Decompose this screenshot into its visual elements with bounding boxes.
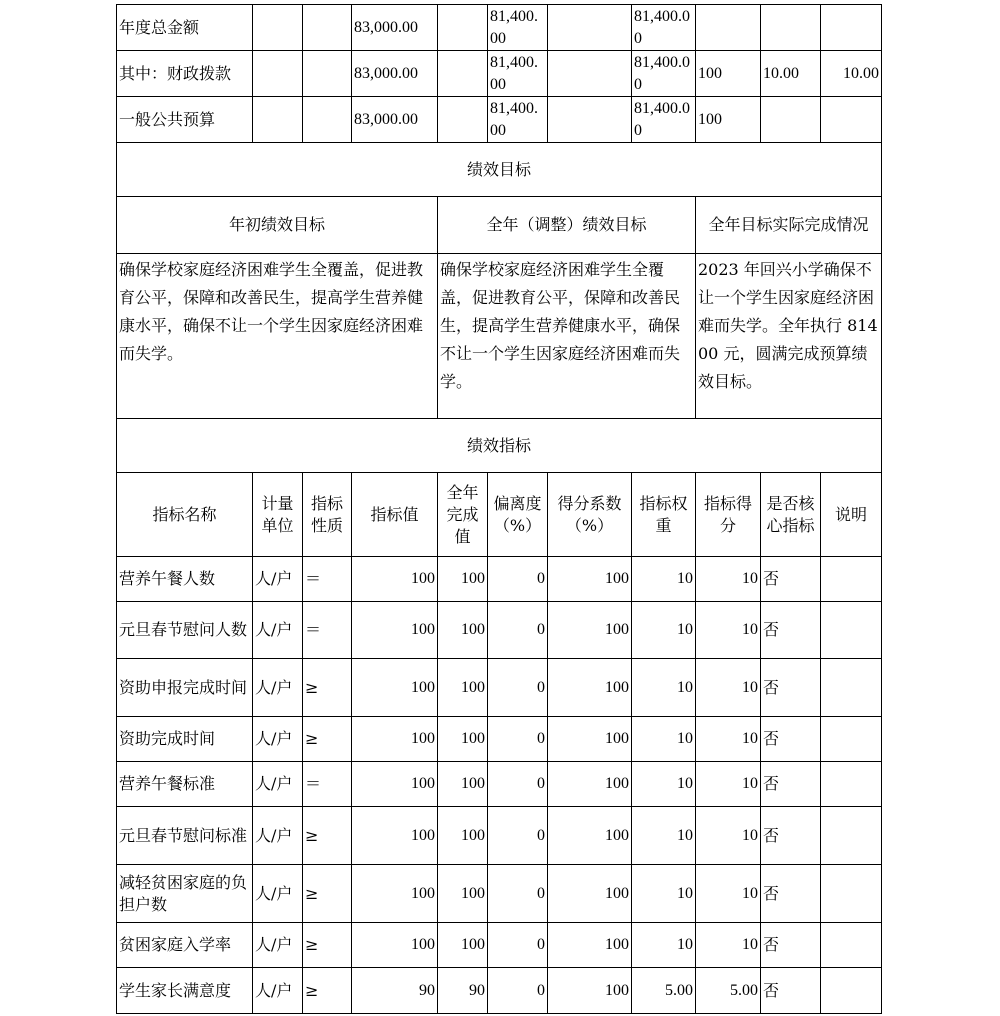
performance-table (116, 4, 882, 1014)
indicator-header-target: 指标值 (352, 473, 438, 557)
indicator-coef: 100 (548, 602, 632, 659)
budget-row-weight (761, 97, 821, 143)
indicator-core: 否 (761, 923, 821, 968)
budget-row-name: 年度总金额 (117, 5, 253, 51)
indicator-deviation: 0 (488, 557, 548, 602)
indicator-deviation: 0 (488, 923, 548, 968)
indicator-note (821, 807, 882, 865)
goals-actual-header: 全年目标实际完成情况 (696, 197, 882, 254)
indicator-deviation: 0 (488, 865, 548, 923)
budget-row-budget: 83,000.00 (352, 5, 438, 51)
indicator-weight: 10 (632, 762, 696, 807)
indicator-header-actual: 全年完成值 (438, 473, 488, 557)
indicator-name: 元旦春节慰问人数 (117, 602, 253, 659)
indicator-target: 100 (352, 602, 438, 659)
indicator-row (117, 557, 882, 602)
budget-row-blank (303, 5, 352, 51)
budget-row (117, 5, 882, 51)
indicator-header-deviation: 偏离度（%） (488, 473, 548, 557)
budget-row-executed: 81,400.00 (632, 51, 696, 97)
budget-row-blank (438, 97, 488, 143)
indicator-nature: ＝ (303, 602, 352, 659)
indicator-target: 100 (352, 923, 438, 968)
indicator-nature: ≥ (303, 923, 352, 968)
indicator-name: 贫困家庭入学率 (117, 923, 253, 968)
indicator-row (117, 762, 882, 807)
indicator-unit: 人/户 (253, 557, 303, 602)
indicator-deviation: 0 (488, 968, 548, 1014)
budget-row-score (821, 97, 882, 143)
indicator-header-note: 说明 (821, 473, 882, 557)
indicator-target: 100 (352, 557, 438, 602)
indicator-header-unit: 计量单位 (253, 473, 303, 557)
indicator-target: 100 (352, 717, 438, 762)
budget-row-score: 10.00 (821, 51, 882, 97)
indicator-actual: 100 (438, 807, 488, 865)
indicator-note (821, 762, 882, 807)
indicators-section-title: 绩效指标 (117, 419, 882, 473)
indicator-target: 100 (352, 659, 438, 717)
indicator-nature: ＝ (303, 557, 352, 602)
indicator-deviation: 0 (488, 807, 548, 865)
indicator-nature: ≥ (303, 659, 352, 717)
indicator-header-name: 指标名称 (117, 473, 253, 557)
budget-row-blank (303, 51, 352, 97)
indicator-coef: 100 (548, 762, 632, 807)
indicator-header-core: 是否核心指标 (761, 473, 821, 557)
indicator-note (821, 717, 882, 762)
budget-row (117, 97, 882, 143)
indicator-unit: 人/户 (253, 865, 303, 923)
indicator-actual: 100 (438, 923, 488, 968)
indicator-core: 否 (761, 602, 821, 659)
indicator-note (821, 968, 882, 1014)
budget-row-blank (548, 51, 632, 97)
indicator-weight: 10 (632, 865, 696, 923)
indicator-row (117, 717, 882, 762)
budget-row-budget: 83,000.00 (352, 97, 438, 143)
indicator-score: 10 (696, 807, 761, 865)
budget-row-rate (696, 5, 761, 51)
budget-row-name: 其中：财政拨款 (117, 51, 253, 97)
indicator-unit: 人/户 (253, 923, 303, 968)
indicator-weight: 10 (632, 659, 696, 717)
budget-row-weight (761, 5, 821, 51)
indicator-name: 资助申报完成时间 (117, 659, 253, 717)
budget-row-blank (438, 5, 488, 51)
indicator-core: 否 (761, 717, 821, 762)
indicator-unit: 人/户 (253, 762, 303, 807)
budget-row (117, 51, 882, 97)
indicator-header-coef: 得分系数（%） (548, 473, 632, 557)
indicator-score: 10 (696, 865, 761, 923)
indicator-target: 100 (352, 762, 438, 807)
indicator-score: 10 (696, 602, 761, 659)
indicator-unit: 人/户 (253, 807, 303, 865)
indicator-core: 否 (761, 659, 821, 717)
indicator-name: 学生家长满意度 (117, 968, 253, 1014)
indicator-core: 否 (761, 557, 821, 602)
indicator-name: 资助完成时间 (117, 717, 253, 762)
indicator-name: 元旦春节慰问标准 (117, 807, 253, 865)
indicator-weight: 10 (632, 602, 696, 659)
indicator-header-nature: 指标性质 (303, 473, 352, 557)
indicator-note (821, 602, 882, 659)
goals-section (117, 143, 882, 419)
indicator-coef: 100 (548, 865, 632, 923)
indicator-row (117, 602, 882, 659)
budget-row-executed: 81,400.00 (632, 97, 696, 143)
goals-section-title: 绩效目标 (117, 143, 882, 197)
indicator-row (117, 923, 882, 968)
goals-initial-header: 年初绩效目标 (117, 197, 438, 254)
indicator-deviation: 0 (488, 602, 548, 659)
indicator-coef: 100 (548, 807, 632, 865)
indicator-score: 10 (696, 717, 761, 762)
indicator-unit: 人/户 (253, 968, 303, 1014)
indicator-actual: 100 (438, 659, 488, 717)
indicator-nature: ≥ (303, 865, 352, 923)
indicator-coef: 100 (548, 923, 632, 968)
indicator-target: 100 (352, 865, 438, 923)
indicator-note (821, 865, 882, 923)
indicator-note (821, 923, 882, 968)
indicator-nature: ≥ (303, 968, 352, 1014)
goals-adjusted-text: 确保学校家庭经济困难学生全覆盖，促进教育公平，保障和改善民生，提高学生营养健康水平，确保不让一个学生因家庭经济困难而失学。 (438, 254, 696, 419)
budget-row-budget: 83,000.00 (352, 51, 438, 97)
goals-adjusted-header: 全年（调整）绩效目标 (438, 197, 696, 254)
indicator-deviation: 0 (488, 659, 548, 717)
indicator-coef: 100 (548, 968, 632, 1014)
indicator-deviation: 0 (488, 762, 548, 807)
budget-row-blank (303, 97, 352, 143)
indicator-nature: ≥ (303, 807, 352, 865)
indicator-core: 否 (761, 865, 821, 923)
indicator-row (117, 968, 882, 1014)
budget-row-blank (548, 5, 632, 51)
indicator-weight: 10 (632, 557, 696, 602)
indicator-score: 10 (696, 557, 761, 602)
indicators-header-row (117, 473, 882, 557)
budget-section (117, 5, 882, 143)
indicator-coef: 100 (548, 557, 632, 602)
indicator-row (117, 807, 882, 865)
budget-row-executed: 81,400.00 (632, 5, 696, 51)
indicator-target: 90 (352, 968, 438, 1014)
budget-row-adjusted: 81,400.00 (488, 5, 548, 51)
indicator-score: 10 (696, 659, 761, 717)
budget-row-name: 一般公共预算 (117, 97, 253, 143)
budget-row-blank (253, 51, 303, 97)
indicator-actual: 100 (438, 602, 488, 659)
indicator-note (821, 659, 882, 717)
indicator-core: 否 (761, 807, 821, 865)
budget-row-weight: 10.00 (761, 51, 821, 97)
indicator-score: 10 (696, 923, 761, 968)
indicator-nature: ＝ (303, 762, 352, 807)
indicator-name: 营养午餐人数 (117, 557, 253, 602)
indicator-weight: 10 (632, 717, 696, 762)
budget-row-blank (253, 97, 303, 143)
budget-row-blank (253, 5, 303, 51)
budget-row-rate: 100 (696, 51, 761, 97)
indicator-header-weight: 指标权重 (632, 473, 696, 557)
indicator-weight: 10 (632, 923, 696, 968)
indicator-core: 否 (761, 968, 821, 1014)
indicator-coef: 100 (548, 717, 632, 762)
indicator-note (821, 557, 882, 602)
budget-row-blank (548, 97, 632, 143)
indicator-unit: 人/户 (253, 659, 303, 717)
indicator-row (117, 865, 882, 923)
indicator-actual: 100 (438, 762, 488, 807)
indicator-actual: 100 (438, 865, 488, 923)
indicator-actual: 90 (438, 968, 488, 1014)
indicators-section (117, 419, 882, 1014)
indicator-row (117, 659, 882, 717)
budget-row-adjusted: 81,400.00 (488, 97, 548, 143)
indicator-actual: 100 (438, 717, 488, 762)
indicator-weight: 10 (632, 807, 696, 865)
goals-initial-text: 确保学校家庭经济困难学生全覆盖，促进教育公平，保障和改善民生，提高学生营养健康水平，确保不让一个学生因家庭经济困难而失学。 (117, 254, 438, 419)
goals-actual-text: 2023 年回兴小学确保不让一个学生因家庭经济困难而失学。全年执行 81400 元，圆满完成预算绩效目标。 (696, 254, 882, 419)
indicator-name: 营养午餐标准 (117, 762, 253, 807)
budget-row-score (821, 5, 882, 51)
indicator-header-score: 指标得分 (696, 473, 761, 557)
indicator-target: 100 (352, 807, 438, 865)
indicator-core: 否 (761, 762, 821, 807)
indicator-coef: 100 (548, 659, 632, 717)
indicator-deviation: 0 (488, 717, 548, 762)
indicator-score: 5.00 (696, 968, 761, 1014)
budget-row-adjusted: 81,400.00 (488, 51, 548, 97)
indicator-unit: 人/户 (253, 717, 303, 762)
indicator-nature: ≥ (303, 717, 352, 762)
budget-row-rate: 100 (696, 97, 761, 143)
indicator-actual: 100 (438, 557, 488, 602)
indicator-weight: 5.00 (632, 968, 696, 1014)
indicator-score: 10 (696, 762, 761, 807)
budget-row-blank (438, 51, 488, 97)
indicator-unit: 人/户 (253, 602, 303, 659)
indicator-name: 减轻贫困家庭的负担户数 (117, 865, 253, 923)
